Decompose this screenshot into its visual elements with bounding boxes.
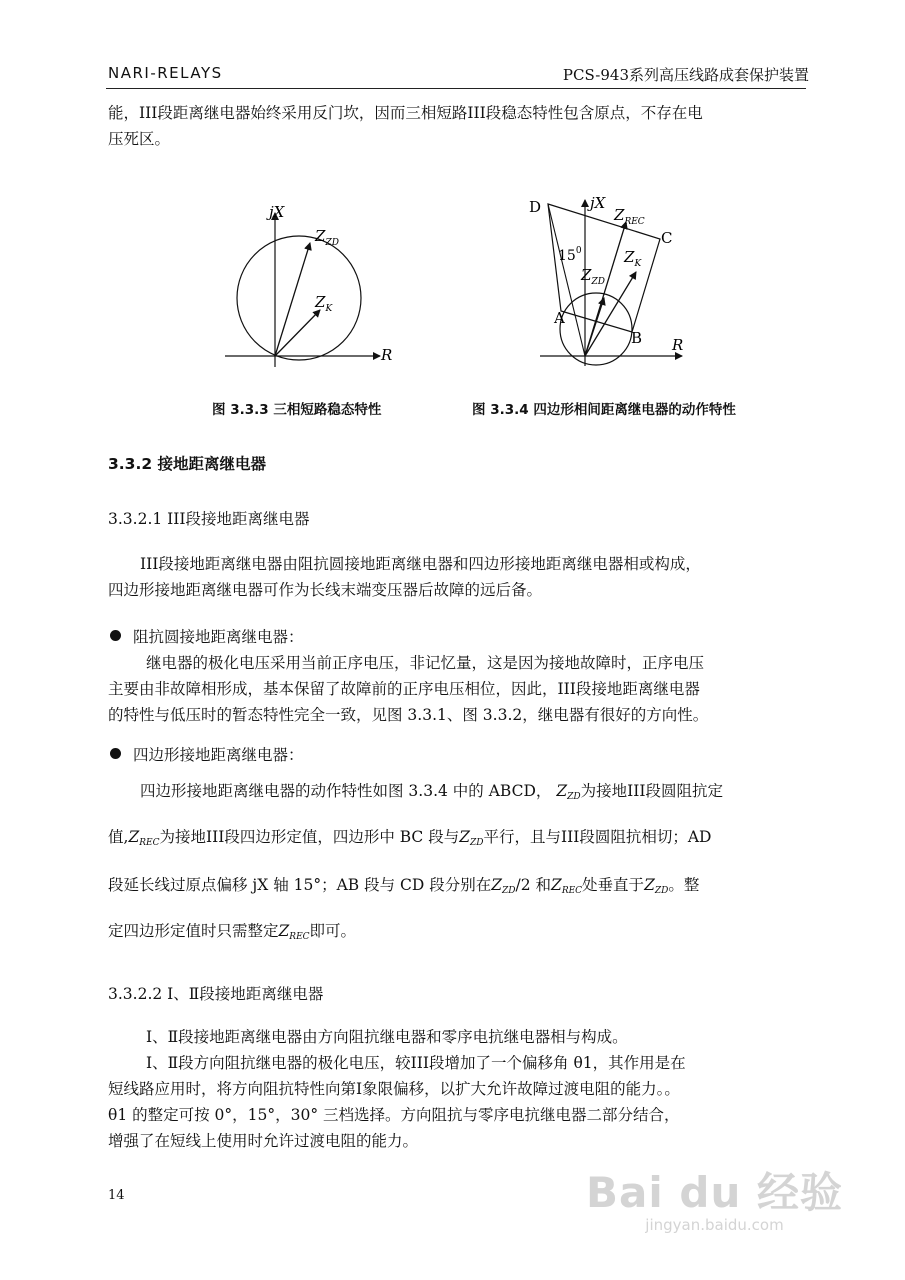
- zzd-label: $Z_{ZD}$: [315, 227, 339, 248]
- bullet1-line-2: 主要由非故障相形成，基本保留了故障前的正序电压相位，因此，III段接地距离继电器: [108, 680, 700, 698]
- quad-line-2: 值$,Z_{REC}$为接地III段四边形定值，四边形中 BC 段与$Z_{ZD}$平行，且与III段圆阻抗相切；AD: [108, 828, 712, 848]
- zzd-symbol: $Z_{ZD}$: [491, 876, 516, 896]
- quad-line-3: 段延长线过原点偏移 jX 轴 15°；AB 段与 CD 段分别在$Z_{ZD}/2$ 和$Z_{REC}$处垂直于$Z_{ZD}$。整: [108, 876, 700, 896]
- paragraph-3322-line-4: θ1 的整定可按 0°，15°，30° 三档选择。方向阻抗与零序电抗继电器二部分结合，: [108, 1106, 680, 1124]
- point-b-label: B: [631, 329, 643, 347]
- bullet1-line-3: 的特性与低压时的暂态特性完全一致，见图 3.3.1、图 3.3.2，继电器有很好的方向性。: [108, 706, 709, 724]
- r-label: R: [381, 346, 393, 364]
- point-c-label: C: [661, 229, 673, 247]
- bullet-impedance-circle: [110, 624, 304, 650]
- bullet-icon: [110, 748, 121, 759]
- figure-3-3-3-caption: 图 3.3.3 三相短路稳态特性: [212, 402, 382, 418]
- watermark-url: jingyan.baidu.com: [645, 1216, 784, 1234]
- paragraph-3322-line-1: Ⅰ、Ⅱ段接地距离继电器由方向阻抗继电器和零序电抗继电器相与构成。: [146, 1028, 628, 1046]
- intro-line-2: 压死区。: [108, 130, 171, 148]
- zzd-symbol: $Z_{ZD}$: [556, 782, 581, 802]
- figure-3-3-4-caption: 图 3.3.4 四边形相间距离继电器的动作特性: [472, 402, 736, 418]
- zzd-vector: [275, 243, 310, 356]
- zzd-vector: [585, 298, 604, 356]
- section-heading-332: 3.3.2 接地距离继电器: [108, 455, 267, 473]
- paragraph-3321-line-1: III段接地距离继电器由阻抗圆接地距离继电器和四边形接地距离继电器相或构成，: [140, 555, 701, 573]
- bullet-title: 四边形接地距离继电器：: [133, 746, 304, 764]
- impedance-circle: [237, 236, 361, 360]
- zrec-label: $Z_{REC}$: [614, 206, 645, 227]
- bullet1-line-1: 继电器的极化电压采用当前正序电压，非记忆量，这是因为接地故障时，正序电压: [146, 654, 705, 672]
- paragraph-3322-line-2: Ⅰ、Ⅱ段方向阻抗继电器的极化电压，较III段增加了一个偏移角 θ1，其作用是在: [146, 1054, 686, 1072]
- header-product-title: PCS-943系列高压线路成套保护装置: [562, 66, 809, 84]
- zrec-symbol: $Z_{REC}$: [128, 828, 160, 848]
- zzd-symbol: $Z_{ZD}$: [459, 828, 484, 848]
- watermark-brand: Bai du 经验: [586, 1168, 843, 1217]
- jx-label: jX: [269, 203, 285, 221]
- zk-label: $Z_K$: [624, 248, 642, 269]
- quad-line-1: 四边形接地距离继电器的动作特性如图 3.3.4 中的 ABCD， $Z_{ZD}$为接地III段圆阻抗定: [140, 782, 723, 802]
- section-heading-3322: 3.3.2.2 Ⅰ、Ⅱ段接地距离继电器: [108, 985, 324, 1003]
- zrec-symbol: $Z_{REC}$: [551, 876, 583, 896]
- bullet-icon: [110, 630, 121, 641]
- paragraph-3322-line-3: 短线路应用时，将方向阻抗特性向第Ⅰ象限偏移，以扩大允许故障过渡电阻的能力。。: [108, 1080, 680, 1098]
- zk-label: $Z_K$: [315, 293, 333, 314]
- watermark-logo: [586, 1160, 843, 1234]
- jx-label: jX: [590, 194, 606, 212]
- zzd-symbol: $Z_{ZD}$: [644, 876, 669, 896]
- intro-paragraph: [108, 100, 703, 152]
- figure-3-3-3-diagram: [215, 195, 400, 370]
- paragraph-3321-line-2: 四边形接地距离继电器可作为长线末端变压器后故障的远后备。: [108, 581, 543, 599]
- page-number: 14: [108, 1188, 125, 1203]
- bullet-quadrilateral: [110, 742, 304, 768]
- zrec-symbol: $Z_{REC}$: [278, 922, 310, 942]
- zzd-label: $Z_{ZD}$: [581, 266, 605, 287]
- header-divider: [106, 88, 806, 89]
- figure-3-3-4-diagram: [510, 190, 700, 370]
- header-brand: NARI-RELAYS: [108, 64, 223, 82]
- point-d-label: D: [529, 198, 542, 216]
- section-heading-3321: 3.3.2.1 III段接地距离继电器: [108, 510, 310, 528]
- intro-line-1: 能，III段距离继电器始终采用反门坎，因而三相短路III段稳态特性包含原点，不存在电: [108, 104, 703, 122]
- ad-extension-line: [548, 204, 585, 356]
- point-a-label: A: [554, 309, 565, 327]
- bullet-title: 阻抗圆接地距离继电器：: [133, 628, 304, 646]
- r-label: R: [672, 336, 684, 354]
- paragraph-3322-line-5: 增强了在短线上使用时允许过渡电阻的能力。: [108, 1132, 419, 1150]
- angle-label: $15^0$: [558, 246, 582, 264]
- quad-line-4: 定四边形定值时只需整定$Z_{REC}$即可。: [108, 922, 357, 942]
